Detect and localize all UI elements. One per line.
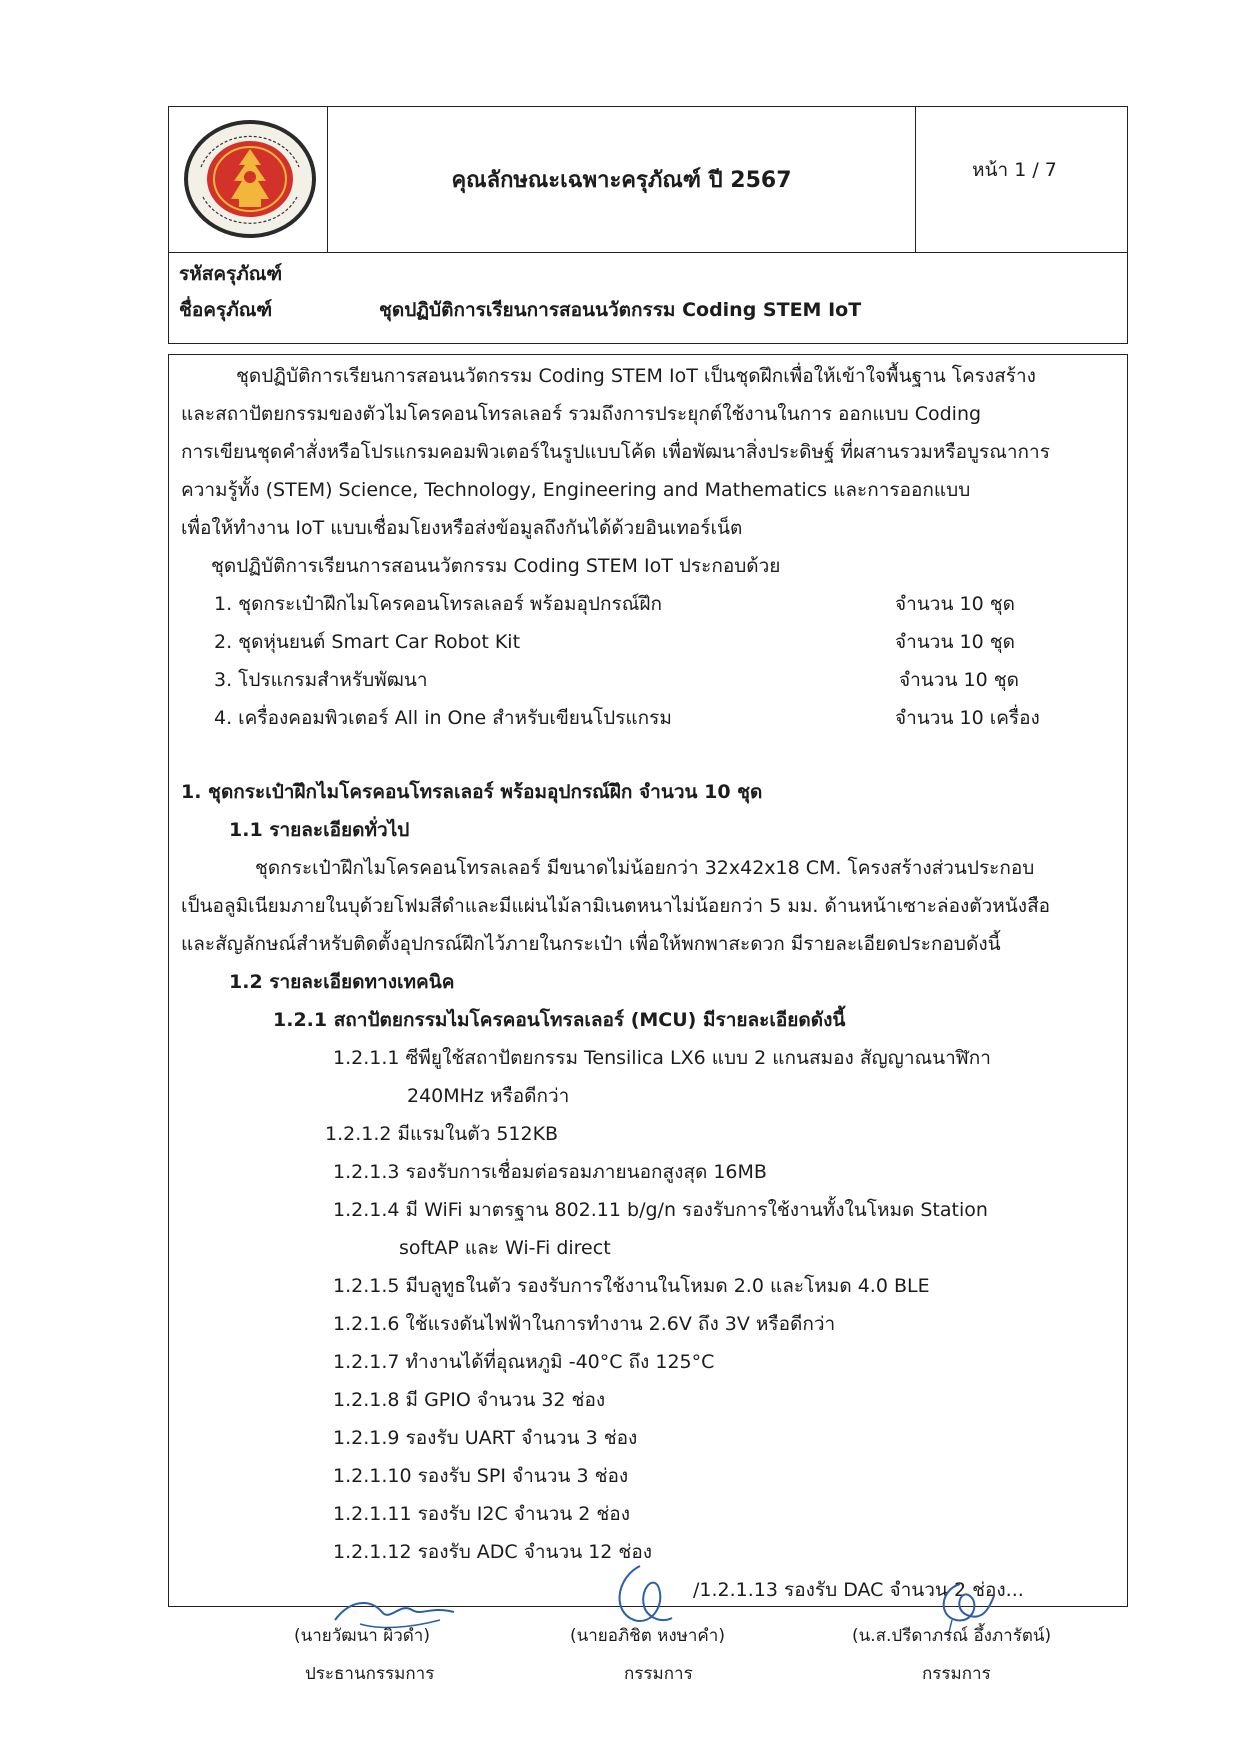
section1-heading: 1. ชุดกระเป๋าฝึกไมโครคอนโทรลเลอร์ พร้อมอุปกรณ์ฝึก จำนวน 10 ชุด [181, 781, 763, 803]
vocational-commission-logo [181, 117, 319, 241]
signatory-1-role: ประธานกรรมการ [305, 1664, 435, 1684]
item-label-3: 3. โปรแกรมสำหรับพัฒนา [214, 669, 428, 691]
spec-line: 1.2.1.11 รองรับ I2C จำนวน 2 ช่อง [333, 1503, 630, 1525]
item-label-2: 2. ชุดหุ่นยนต์ Smart Car Robot Kit [214, 631, 521, 653]
spec-line: 1.2.1.4 มี WiFi มาตรฐาน 802.11 b/g/n รองรับการใช้งานทั้งในโหมด Station [333, 1199, 988, 1221]
title-cell [328, 107, 916, 252]
spec-line: softAP และ Wi-Fi direct [399, 1237, 611, 1259]
spec-line: 1.2.1.5 มีบลูทูธในตัว รองรับการใช้งานในโหมด 2.0 และโหมด 4.0 BLE [333, 1275, 930, 1297]
signatory-2-name: (นายอภิชิต หงษาคำ) [570, 1626, 725, 1646]
content-box [168, 354, 1128, 1607]
item-label-1: 1. ชุดกระเป๋าฝึกไมโครคอนโทรลเลอร์ พร้อมอุปกรณ์ฝึก [214, 593, 662, 615]
continued-note: /1.2.1.13 รองรับ DAC จำนวน 2 ช่อง... [693, 1579, 1024, 1601]
equipment-name-label: ชื่อครุภัณฑ์ [179, 299, 273, 321]
intro-line-2: และสถาปัตยกรรมของตัวไมโครคอนโทรลเลอร์ รวมถึงการประยุกต์ใช้งานในการ ออกแบบ Coding [181, 403, 982, 425]
equipment-code-label: รหัสครุภัณฑ์ [179, 263, 283, 285]
equipment-name-value: ชุดปฏิบัติการเรียนการสอนนวัตกรรม Coding STEM IoT [379, 299, 862, 321]
item-qty-1: จำนวน 10 ชุด [895, 593, 1015, 615]
spec-line: 1.2.1.3 รองรับการเชื่อมต่อรอมภายนอกสูงสุด 16MB [333, 1161, 767, 1183]
spec-line: 1.2.1.2 มีแรมในตัว 512KB [325, 1123, 559, 1145]
signatory-3-role: กรรมการ [922, 1664, 991, 1684]
page-cell [916, 107, 1127, 252]
composed-of-line: ชุดปฏิบัติการเรียนการสอนนวัตกรรม Coding STEM IoT ประกอบด้วย [211, 555, 781, 577]
section1-1-line-2: เป็นอลูมิเนียมภายในบุด้วยโฟมสีดำและมีแผ่นไม้ลามิเนตหนาไม่น้อยกว่า 5 มม. ด้านหน้าเซาะล่องตัวหนังสือ [181, 895, 1051, 917]
section1-1-heading: 1.1 รายละเอียดทั่วไป [229, 819, 410, 841]
intro-line-4: ความรู้ทั้ง (STEM) Science, Technology, Engineering and Mathematics และการออกแบบ [181, 479, 971, 501]
intro-line-5: เพื่อให้ทำงาน IoT แบบเชื่อมโยงหรือส่งข้อมูลถึงกันได้ด้วยอินเทอร์เน็ต [181, 517, 743, 539]
intro-line-3: การเขียนชุดคำสั่งหรือโปรแกรมคอมพิวเตอร์ในรูปแบบโค้ด เพื่อพัฒนาสิ่งประดิษฐ์ ที่ผสานรวมหรือบูรณาการ [181, 441, 1050, 463]
spec-line: 1.2.1.8 มี GPIO จำนวน 32 ช่อง [333, 1389, 606, 1411]
item-qty-2: จำนวน 10 ชุด [895, 631, 1015, 653]
page-number: หน้า 1 / 7 [972, 159, 1057, 181]
header-divider [169, 252, 1127, 253]
document-title: คุณลักษณะเฉพาะครุภัณฑ์ ปี 2567 [451, 168, 792, 193]
intro-line-1: ชุดปฏิบัติการเรียนการสอนนวัตกรรม Coding STEM IoT เป็นชุดฝึกเพื่อให้เข้าใจพื้นฐาน โครงสร้าง [236, 365, 1036, 387]
signatory-2-role: กรรมการ [624, 1664, 693, 1684]
section1-1-line-3: และสัญลักษณ์สำหรับติดตั้งอุปกรณ์ฝึกไว้ภายในกระเป๋า เพื่อให้พกพาสะดวก มีรายละเอียดประกอบดังนี้ [181, 933, 1001, 955]
spec-line: 1.2.1.7 ทำงานได้ที่อุณหภูมิ -40°C ถึง 125°C [333, 1351, 715, 1373]
section1-1-line-1: ชุดกระเป๋าฝึกไมโครคอนโทรลเลอร์ มีขนาดไม่น้อยกว่า 32x42x18 CM. โครงสร้างส่วนประกอบ [255, 857, 1035, 879]
section1-2-heading: 1.2 รายละเอียดทางเทคนิค [229, 971, 455, 993]
spec-line: 1.2.1.12 รองรับ ADC จำนวน 12 ช่อง [333, 1541, 653, 1563]
spec-line: 240MHz หรือดีกว่า [407, 1085, 570, 1107]
item-label-4: 4. เครื่องคอมพิวเตอร์ All in One สำหรับเขียนโปรแกรม [214, 707, 672, 729]
signatory-3-name: (น.ส.ปรีดาภรณ์ อึ้งภารัตน์) [852, 1626, 1052, 1646]
item-qty-3: จำนวน 10 ชุด [899, 669, 1019, 691]
section1-2-1-heading: 1.2.1 สถาปัตยกรรมไมโครคอนโทรลเลอร์ (MCU) มีรายละเอียดดังนี้ [273, 1009, 846, 1031]
signatory-1-name: (นายวัฒนา ผิวดำ) [294, 1626, 430, 1646]
spec-line: 1.2.1.6 ใช้แรงดันไฟฟ้าในการทำงาน 2.6V ถึง 3V หรือดีกว่า [333, 1313, 836, 1335]
header-table [168, 106, 1128, 344]
spec-line: 1.2.1.9 รองรับ UART จำนวน 3 ช่อง [333, 1427, 638, 1449]
spec-line: 1.2.1.1 ซีพียูใช้สถาปัตยกรรม Tensilica LX6 แบบ 2 แกนสมอง สัญญาณนาฬิกา [333, 1047, 991, 1069]
logo-cell [169, 107, 328, 252]
item-qty-4: จำนวน 10 เครื่อง [895, 707, 1040, 729]
spec-line: 1.2.1.10 รองรับ SPI จำนวน 3 ช่อง [333, 1465, 629, 1487]
